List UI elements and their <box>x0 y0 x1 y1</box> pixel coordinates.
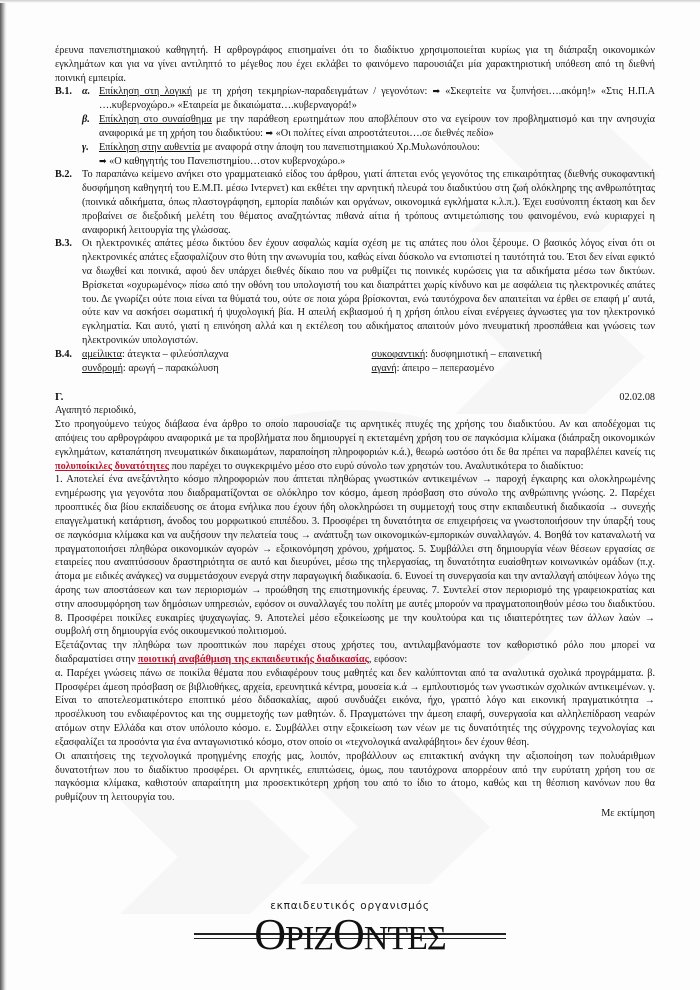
b1-item-alpha-quotes: «Σκεφτείτε να ξυπνήσει….ακόμη!» «Στις Η.Π.Α ….κυβερνοχώρο.» «Εταιρεία με δικαιώματα….κυβερναγορά!» <box>99 86 656 112</box>
vocab-row-1: αμείλικτα: άτεγκτα – φιλεύσπλαχνα συκοφαντική: δυσφημιστική – επαινετική <box>82 348 542 360</box>
b1-item-alpha <box>82 85 655 113</box>
section-b2-text: Το παραπάνω κείμενο ανήκει στο γραμματειακό είδος του άρθρου, γιατί άπτεται ενός γεγονότος της επικαιρότητας (διεθνής συκοφαντική δυσφήμηση καθηγητή του Ε.Μ.Π. μέσω Ιντερνετ) και εκθέτει την αρνητική πλευρά του διαδικτύου στη ζωή ολόκληρης της ανθρωπότητας (ποινικά αδικήματα, όπως πλαστογράφηση, εμπορία παιδιών και οργάνων, οικονομικά εγκλήματα κ.λ.π.). Έχει ευσύνοπτη έκταση και δεν προβαίνει σε διεξοδική μελέτη του θέματος αναζητώντας πιθανά αίτια ή τρόπους αντιμετώπισης του φαινομένου, ενώ κυριαρχεί η αναφορική λειτουργία της γλώσσας. <box>82 169 655 236</box>
vocab-synonyms-3: αρωγή – παρακώλυση <box>128 362 219 374</box>
b1-item-beta-marker: β. <box>82 114 90 126</box>
vocab-word-1: αμείλικτα <box>82 348 122 360</box>
salutation: Αγαπητό περιοδικό, <box>55 405 137 417</box>
logo-subtitle: εκπαιδευτικός οργανισμός <box>270 900 430 912</box>
b1-item-gamma-quotes: «Ο καθηγητής του Πανεπιστημίου…στον κυβερνοχώρο.» <box>109 155 346 167</box>
vocab-word-3: συνδρομή <box>82 362 123 374</box>
vocab-word-2: συκοφαντική <box>371 348 426 360</box>
section-b3 <box>55 237 655 348</box>
b1-item-gamma <box>82 141 655 169</box>
section-b1-label: Β.1. <box>55 86 72 98</box>
section-b3-text: Οι ηλεκτρονικές απάτες μέσω δικτύου δεν έχουν ασφαλώς καμία σχέση με τις απάτες που όλοι ξέρουμε. Ο βασικός λόγος είναι ότι οι ηλεκτρονικές απάτες εξασφαλίζουν στο θύτη την ανωνυμία του, καθώς είναι δύσκολο να εντοπιστεί η ταυτότητά του. Έτσι δεν είναι εφικτό να διωχθεί και ποινικά, αφού δεν υπάρχει διεθνές δίκαιο που να ρυθμίζει τις ποινικές κυρώσεις για τα αδικήματα μέσω των δικτύων. Βρίσκεται «οχυρωμένος» πίσω από την οθόνη του υπολογιστή του και διαπράττει χωρίς κίνδυνο και με ασφάλεια τις ηλεκτρονικές απάτες του. Δε γνωρίζει ούτε ποια είναι τα θύματά του, ούτε σε ποια χώρα βρίσκονται, ενώ ταυτόχρονα δεν απαιτείται να έρθει σε επαφή μ' αυτά, ούτε καν να ασκήσει σωματική ή ψυχολογική βία. Η απειλή εκβιασμού ή η χρήση όπλου είναι ενέργειες άγνωστες για τον ηλεκτρονικό εγκληματία. Και αυτό, γιατί η επινόηση αλλά και η εκτέλεση του αδικήματος απαιτούν μόνο πνευματική προσπάθεια και γνώσεις των ηλεκτρονικών υπολογιστών. <box>82 238 655 347</box>
section-b3-label: Β.3. <box>55 238 72 250</box>
vocab-synonyms-2: δυσφημιστική – επαινετική <box>430 348 542 360</box>
b1-item-alpha-underlined: Επίκληση στη λογική <box>99 86 193 98</box>
logo-letter-omicron-2: Ο <box>333 910 364 959</box>
section-b4-label: Β.4. <box>55 348 72 360</box>
b1-item-beta-underlined: Επίκληση στο συναίσθημα <box>99 114 212 126</box>
gamma-p1-part-a: Στο προηγούμενο τεύχος διάβασα ένα άρθρο το οποίο παρουσίαζε τις αρνητικές πτυχές της χρήσης του διαδικτύου. Αν και αποδέχομαι τις απόψεις του αρθρογράφου αναφορικά με τα προβλήματα που δημιουργεί η εκτεταμένη χρήση του σε παγκόσμια κλίμακα (διάπραξη οικονομικών εγκλημάτων, καταπάτηση πνευματικών δικαιωμάτων, παραποίηση πληροφοριών κ.ά.), θεωρώ ωστόσο ότι δε θα πρέπει να παραβλέπει κανείς τις <box>55 419 655 458</box>
highlight-polypoikiles: πολυποίκιλες δυνατότητες <box>55 460 170 472</box>
section-b2-label: Β.2. <box>55 169 72 181</box>
vocab-word-4: αγανή <box>371 362 397 374</box>
logo-mark <box>194 910 505 959</box>
document-date: 02.02.08 <box>619 391 655 403</box>
document-content <box>55 44 655 821</box>
logo-letter-omicron-1: Ο <box>254 910 286 959</box>
gamma-p2-part-b: , εφόσον: <box>368 654 408 666</box>
gamma-lettered-list: α. Παρέχει γνώσεις πάνω σε ποικίλα θέματα που ενδιαφέρουν τους μαθητές και δεν καλύπτονται από τα αναλυτικά σχολικά προγράμματα. β. Προσφέρει άμεση πρόσβαση σε βιβλιοθήκες, αρχεία, ερευνητικά κέντρα, μουσεία κ.ά → εμπλουτισμός των γνωστικών σχολικών αντικειμένων. γ. Είναι το αποτελεσματικότερο εποπτικό μέσο διδασκαλίας, αφού συνδυάζει εικόνα, ήχο, γραπτό λόγο και εικονική πραγματικότητα → προσέλκυση του ενδιαφέροντος και της συμμετοχής των μαθητών. δ. Πραγματώνει την άμεση επαφή, συνεργασία και αλληλεπίδραση νεαρών ατόμων στην Ελλάδα και στον υπόλοιπο κόσμο. ε. Συμβάλλει στην εξοικείωση των νέων με τις δυνατότητές της σύγχρονης τεχνολογίας και εξασφαλίζει τα προσόντα για ένα ανταγωνιστικό κόσμο, στον οποίο οι «τεχνολογικά αναλφάβητοι» δεν έχουν θέση. <box>55 667 655 748</box>
gamma-paragraph-1 <box>55 418 655 473</box>
arrow-icon: ➡ <box>265 128 274 139</box>
vocab-synonyms-4: άπειρο – πεπερασμένο <box>402 362 495 374</box>
scan-edge-top <box>0 0 700 3</box>
arrow-icon: ➡ <box>99 156 107 167</box>
scan-edge-left <box>0 0 7 990</box>
vocab-row-2: συνδρομή: αρωγή – παρακώλυση αγανή: άπειρο – πεπερασμένο <box>82 362 495 374</box>
gamma-numbered-list: 1. Αποτελεί ένα ανεξάντλητο κόσμο πληροφοριών που άπτεται πληθώρας γνωστικών αντικειμένων → παροχή έγκαιρης και ολοκληρωμένης ενημέρωσης για γεγονότα που διαδραματίζονται σε ολόκληρο τον κόσμο, άμεση πρόσβαση στο σύνολο της ανθρώπινης γνώσης. 2. Παρέχει προοπτικές δια βίου εκπαίδευσης σε άτομα ενήλικα που έχουν ήδη ολοκληρώσει τη συμμετοχή τους στην εκπαιδευτική διαδικασία → συνεχής επαγγελματική κατάρτιση, άνοδος του μορφωτικού επιπέδου. 3. Προσφέρει τη δυνατότητα σε επιχειρήσεις να γνωστοποιήσουν την ύπαρξή τους σε παγκόσμια κλίμακα και να αυξήσουν την πελατεία τους → ανάπτυξη των οικονομικών-εμπορικών συναλλαγών. 4. Βοηθά τον καταναλωτή να πραγματοποιήσει πληθώρα οικονομικών αγορών → εξοικονόμηση χρόνου, χρήματος. 5. Συμβάλλει στη δημιουργία νέων θέσεων εργασίας σε εταιρείες που αναπτύσσουν δραστηριότητα σε αυτό και διευρύνει, μέσω της τηλεργασίας, τη δυνατότητα ευαίσθητων κοινωνικών ομάδων (π.χ. άτομα με ειδικές ανάγκες) να συμμετάσχουν ενεργά στην παραγωγική διαδικασία. 6. Ευνοεί τη συνεργασία και την ανταλλαγή απόψεων λόγω της άρσης των αποστάσεων και των περιορισμών → προώθηση της επιστημονικής έρευνας. 7. Συντελεί στον περιορισμό της γραφειοκρατίας και στην αποσυμφόρηση των δημόσιων υπηρεσιών, εφόσον οι συναλλαγές του πολίτη με αυτές μπορούν να πραγματοποιηθούν μέσω του διαδικτύου. 8. Προσφέρει ποικίλες ευκαιρίες ψυχαγωγίας. 9. Αποτελεί μέσο εξοικείωσης με την κουλτούρα και τις ιδιαιτερότητες των άλλων λαών → συμβολή στη δημιουργία ενός οικουμενικού πολιτισμού. <box>55 474 655 638</box>
logo-letters-riz: ΡΙΖ <box>285 920 334 957</box>
b1-item-alpha-rest: με τη χρήση τεκμηρίων-παραδειγμάτων / γεγονότων: <box>192 86 428 98</box>
gamma-p2-part-a: Εξετάζοντας την πληθώρα των προοπτικών που παρέχει στους χρήστες του, αντιλαμβανόμαστε τον καθοριστικό ρόλο που μπορεί να διαδραματίσει στην <box>55 640 655 666</box>
section-b1 <box>55 85 655 168</box>
signoff: Με εκτίμηση <box>601 807 655 819</box>
highlight-poiotiki-anavathmisi: ποιοτική αναβάθμιση της εκπαιδευτικής διαδικασίας <box>137 654 369 666</box>
vocab-synonyms-1: άτεγκτα – φιλεύσπλαχνα <box>127 348 229 360</box>
logo-letters-ntes: ΝΤΕΣ <box>363 920 446 957</box>
intro-paragraph: έρευνα πανεπιστημιακού καθηγητή. Η αρθρογράφος επισημαίνει ότι το διαδίκτυο χρησιμοποιείται κυρίως για τη διάπραξη οικονομικών εγκλημάτων και για να γίνει αντιληπτό το μέγεθος που έχει εκλάβει το φαινόμενο παρουσιάζει μία χαρακτηριστική υπόθεση από τη διεθνή ποινική εμπειρία. <box>55 45 655 84</box>
arrow-icon: ➡ <box>432 87 441 98</box>
section-b2 <box>55 168 655 237</box>
b1-item-alpha-marker: α. <box>82 86 91 98</box>
logo-wordmark <box>254 910 446 959</box>
gamma-paragraph-2 <box>55 639 655 667</box>
gamma-closing-paragraph: Οι απαιτήσεις της τεχνολογικά προηγμένης εποχής μας, λοιπόν, προβάλλουν ως επιτακτική ανάγκη την αξιοποίηση των πολυάριθμων δυνατοτήτων που το διαδίκτυο προσφέρει. Οι αρνητικές, επιπτώσεις, όμως, που ταυτόχρονα απορρέουν από την ευρύτατη χρήση του σε παγκόσμια κλίμακα, καθιστούν απαραίτητη μια προσεκτικότερη χρήση του από το ίδιο το άτομο, καθώς και τη θέσπιση κανόνων που θα ρυθμίζουν τη λειτουργία του. <box>55 750 655 804</box>
section-gamma-header <box>55 390 655 405</box>
organization-logo <box>0 900 700 957</box>
b1-item-gamma-underlined: Επίκληση στην αυθεντία <box>99 141 201 153</box>
b1-item-beta-quotes: «Οι πολίτες είναι απροστάτευτοι….σε διεθνές πεδίο» <box>275 127 494 139</box>
b1-item-beta <box>82 113 655 141</box>
section-b4 <box>55 348 655 376</box>
gamma-p1-part-b: που παρέχει το συγκεκριμένο μέσο στο ευρύ σύνολο των χρηστών του. Αναλυτικότερα το διαδίκτυο: <box>169 460 584 472</box>
b1-item-gamma-rest: με αναφορά στην άποψη του πανεπιστημιακού Χρ.Μυλωνόπουλου: <box>200 141 480 153</box>
b1-item-gamma-marker: γ. <box>82 141 89 153</box>
b1-item-beta-rest: με την παράθεση ερωτημάτων που αποβλέπουν στο να εγείρουν τον προβληματισμό και την ανησυχία αναφορικά με τη χρήση του διαδικτύου: <box>99 114 655 139</box>
section-gamma-label: Γ. <box>55 390 64 403</box>
